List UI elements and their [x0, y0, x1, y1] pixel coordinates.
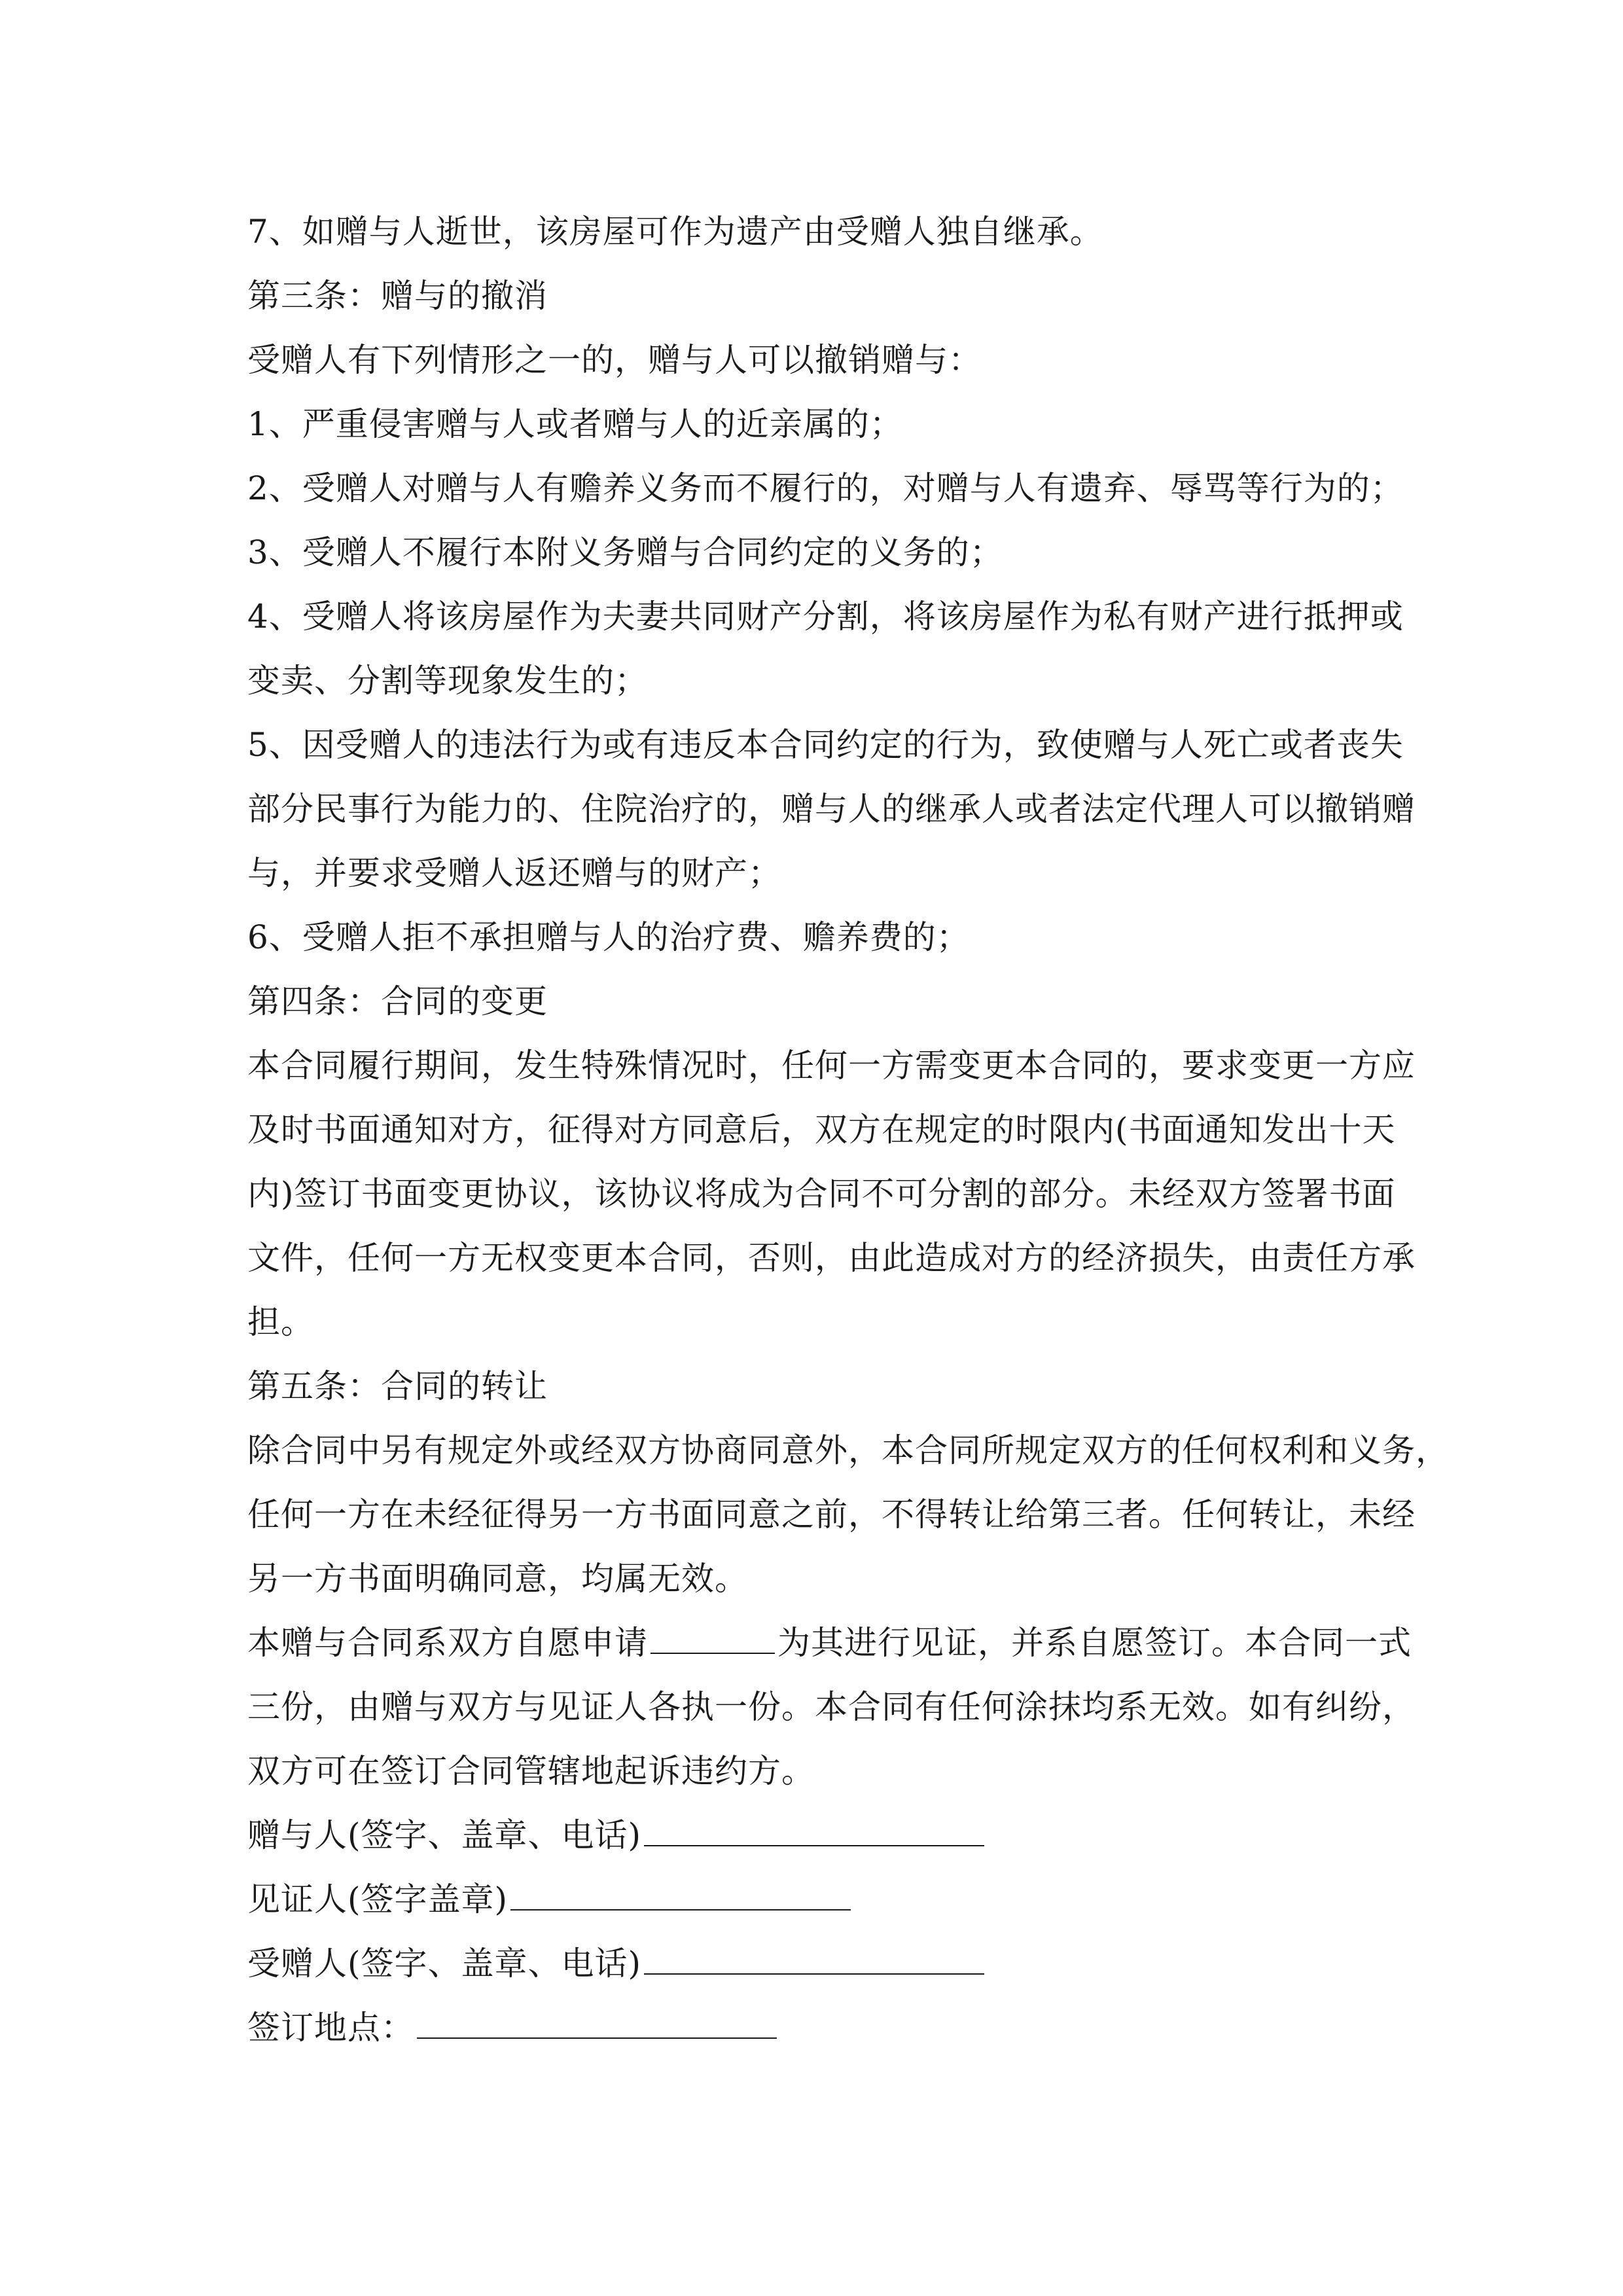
- signing-place-blank[interactable]: [417, 2003, 777, 2039]
- revocation-item-3: 3、受赠人不履行本附义务赠与合同约定的义务的；: [247, 533, 1003, 571]
- revocation-item-5-line-1: 5、因受赠人的违法行为或有违反本合同约定的行为，致使赠与人死亡或者丧失: [247, 726, 1404, 764]
- clause-7: 7、如赠与人逝世，该房屋可作为遗产由受赠人独自继承。: [247, 213, 1103, 251]
- closing-line-1: 三份，由赠与双方与见证人各执一份。本合同有任何涂抹均系无效。如有纠纷，: [247, 1688, 1416, 1726]
- witness-signature-label: 见证人(签字盖章): [247, 1880, 508, 1918]
- witness-clause-after: 为其进行见证，并系自愿签订。本合同一式: [777, 1624, 1412, 1662]
- revocation-item-2: 2、受赠人对赠与人有赡养义务而不履行的，对赠与人有遗弃、辱骂等行为的；: [247, 469, 1404, 507]
- revocation-item-4-line-2: 变卖、分割等现象发生的；: [247, 662, 648, 700]
- article-3-heading: 第三条：赠与的撤消: [247, 277, 548, 315]
- revocation-item-5-line-2: 部分民事行为能力的、住院治疗的，赠与人的继承人或者法定代理人可以撤销赠: [247, 790, 1416, 828]
- document-page: [247, 200, 1449, 2060]
- article-3-intro: 受赠人有下列情形之一的，赠与人可以撤销赠与：: [247, 341, 982, 379]
- donee-signature-blank[interactable]: [644, 1939, 984, 1975]
- article-4-text-line-2: 及时书面通知对方，征得对方同意后，双方在规定的时限内(书面通知发出十天: [247, 1111, 1396, 1149]
- closing-line-2: 双方可在签订合同管辖地起诉违约方。: [247, 1752, 815, 1790]
- signing-place-row: [247, 1996, 1386, 2060]
- revocation-item-4-line-1: 4、受赠人将该房屋作为夫妻共同财产分割，将该房屋作为私有财产进行抵押或: [247, 598, 1404, 636]
- article-5-text-line-1: 除合同中另有规定外或经双方协商同意外，本合同所规定双方的任何权利和义务，: [247, 1431, 1449, 1469]
- witness-signature-row: [247, 1867, 1386, 1931]
- donee-signature-label: 受赠人(签字、盖章、电话): [247, 1945, 642, 1982]
- article-4-text-line-1: 本合同履行期间，发生特殊情况时，任何一方需变更本合同的，要求变更一方应: [247, 1047, 1416, 1085]
- article-4-text-line-3: 内)签订书面变更协议，该协议将成为合同不可分割的部分。未经双方签署书面: [247, 1175, 1396, 1213]
- signing-place-label: 签订地点：: [247, 2009, 414, 2047]
- article-5-heading: 第五条：合同的转让: [247, 1367, 548, 1405]
- donor-signature-label: 赠与人(签字、盖章、电话): [247, 1816, 642, 1854]
- article-4-text-line-5: 担。: [247, 1303, 314, 1341]
- witness-signature-blank[interactable]: [510, 1875, 851, 1910]
- revocation-item-6: 6、受赠人拒不承担赠与人的治疗费、赡养费的；: [247, 918, 970, 956]
- article-4-heading: 第四条：合同的变更: [247, 982, 548, 1020]
- article-5-text-line-3: 另一方书面明确同意，均属无效。: [247, 1560, 748, 1598]
- witness-org-blank[interactable]: [651, 1619, 775, 1654]
- donor-signature-row: [247, 1803, 1386, 1867]
- article-5-text-line-2: 任何一方在未经征得另一方书面同意之前，不得转让给第三者。任何转让，未经: [247, 1496, 1416, 1534]
- article-4-text-line-4: 文件，任何一方无权变更本合同，否则，由此造成对方的经济损失，由责任方承: [247, 1239, 1416, 1277]
- witness-clause-before: 本赠与合同系双方自愿申请: [247, 1624, 648, 1662]
- donee-signature-row: [247, 1931, 1386, 1996]
- revocation-item-5-line-3: 与，并要求受赠人返还赠与的财产；: [247, 854, 781, 892]
- witness-clause-line: [247, 1611, 1412, 1675]
- revocation-item-1: 1、严重侵害赠与人或者赠与人的近亲属的；: [247, 405, 903, 443]
- donor-signature-blank[interactable]: [644, 1811, 984, 1846]
